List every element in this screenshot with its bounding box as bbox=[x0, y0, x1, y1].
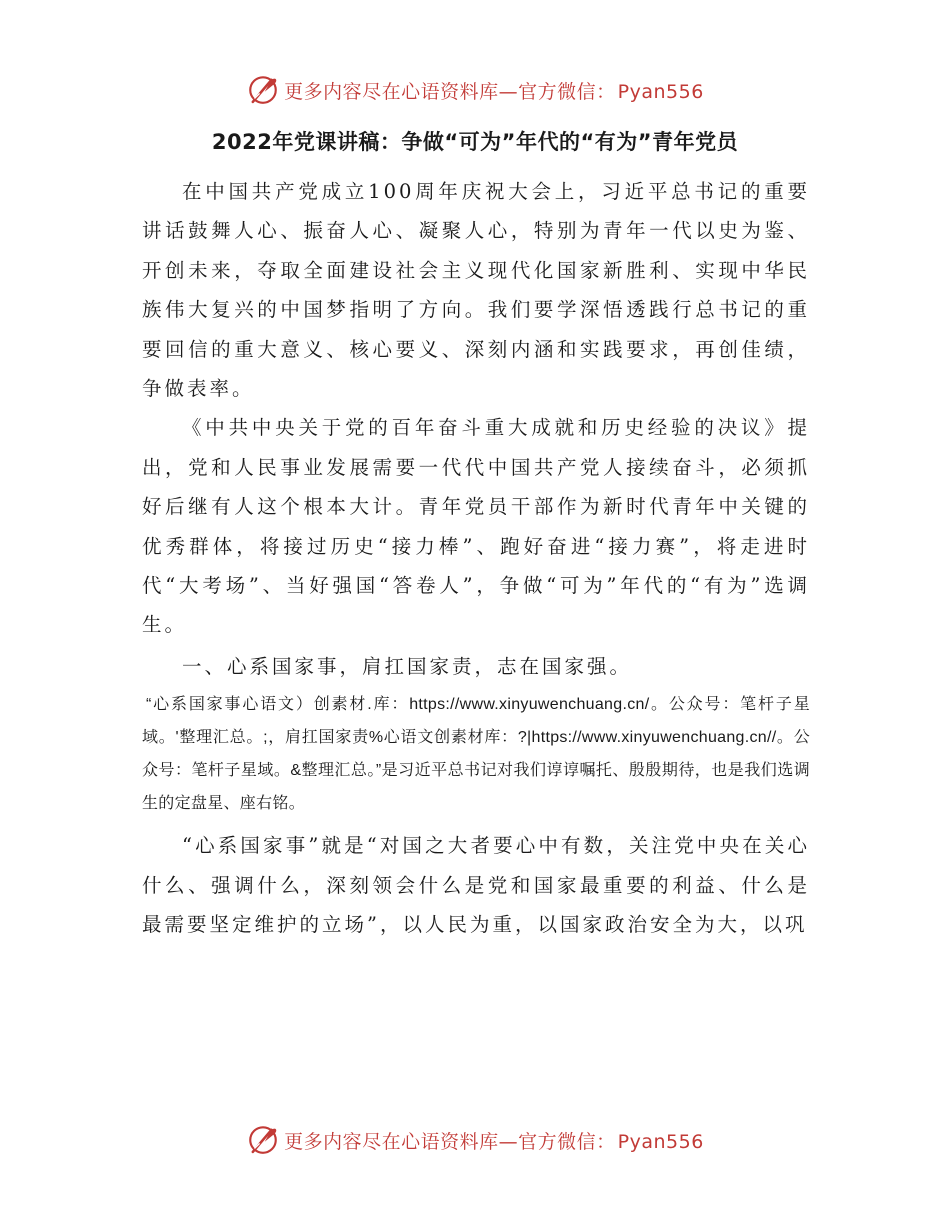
page-title: 2022年党课讲稿：争做“可为”年代的“有为”青年党员 bbox=[211, 130, 739, 154]
quill-logo-icon bbox=[246, 73, 280, 107]
paragraph-1: 在中国共产党成立100周年庆祝大会上，习近平总书记的重要讲话鼓舞人心、振奋人心、凝聚人心，特别为青年一代以史为鉴、开创未来，夺取全面建设社会主义现代化国家新胜利、实现中华民族伟大复兴的中国梦指明了方向。我们要学深悟透践行总书记的重要回信的重大意义、核心要义、深刻内涵和实践要求，再创佳绩，争做表率。 bbox=[142, 180, 810, 401]
paragraph-4: “心系国家事”就是“对国之大者要心中有数，关注党中央在关心什么、强调什么，深刻领会什么是党和国家最重要的利益、什么是最需要坚定维护的立场”，以人民为重，以国家政治安全为大，以巩 bbox=[142, 834, 810, 937]
document-body bbox=[142, 172, 810, 945]
footer-wechat-id: Pyan556 bbox=[617, 1130, 704, 1153]
header-banner-label: 更多内容尽在心语资料库—官方微信： bbox=[284, 80, 616, 103]
footer-banner bbox=[0, 1120, 950, 1160]
footer-banner-label: 更多内容尽在心语资料库—官方微信： bbox=[284, 1130, 616, 1153]
paragraph-2: 《中共中央关于党的百年奋斗重大成就和历史经验的决议》提出，党和人民事业发展需要一代代中国共产党人接续奋斗，必须抓好后继有人这个根本大计。青年党员干部作为新时代青年中关键的优秀群体，将接过历史“接力棒”、跑好奋进“接力赛”，将走进时代“大考场”、当好强国“答卷人”，争做“可为”年代的“有为”选调生。 bbox=[142, 416, 810, 637]
header-banner bbox=[0, 70, 950, 110]
footer-banner-text bbox=[284, 1127, 704, 1154]
header-wechat-id: Pyan556 bbox=[617, 80, 704, 103]
section-heading: 一、心系国家事，肩扛国家责，志在国家强。 bbox=[182, 654, 633, 678]
quill-logo-icon bbox=[246, 1123, 280, 1157]
quote-paragraph: “心系国家事心语文）创素材.库：https://www.xinyuwenchuang.cn/。公众号：笔杆子星域。'整理汇总。;，肩扛国家责%心语文创素材库：?|https://www.xinyuwenchuang.cn//。公众号：笔杆子星域。&整理汇总。”是习近平总书记对我们谆谆嘱托、殷殷期待，也是我们选调生的定盘星、座右铭。 bbox=[142, 696, 810, 813]
header-banner-text bbox=[284, 77, 704, 104]
